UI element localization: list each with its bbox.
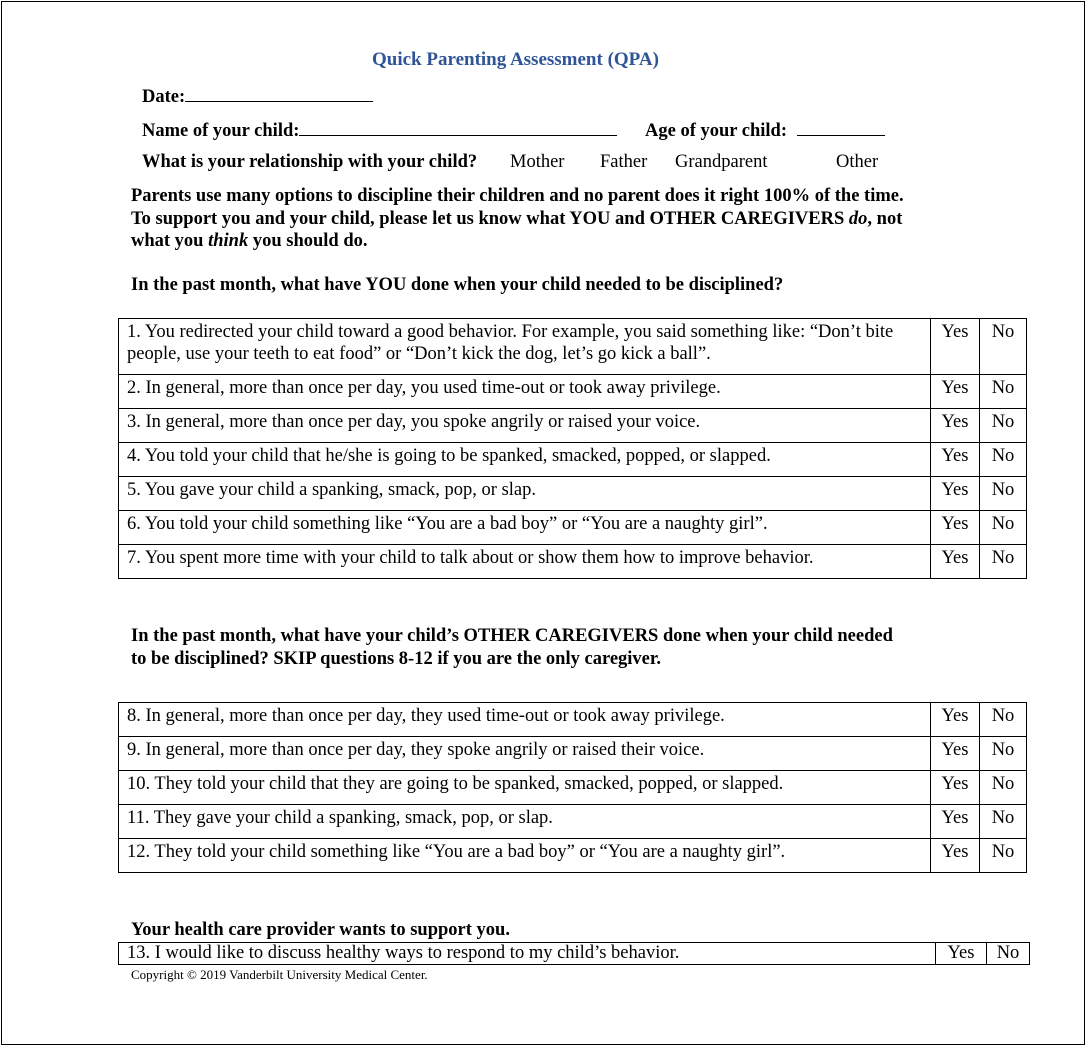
yes-option[interactable]: Yes [931, 375, 980, 409]
no-option[interactable]: No [980, 443, 1027, 477]
question-row [119, 545, 1027, 579]
no-option[interactable]: No [980, 319, 1027, 375]
date-input[interactable] [185, 85, 373, 102]
date-label: Date: [142, 87, 186, 107]
section2-heading-line-1: In the past month, what have your child’s OTHER CAREGIVERS done when your child needed [131, 626, 893, 646]
yes-option[interactable]: Yes [931, 409, 980, 443]
yes-option[interactable]: Yes [931, 839, 980, 873]
child-age-input[interactable] [797, 119, 885, 136]
question-text: 9. In general, more than once per day, they spoke angrily or raised their voice. [119, 737, 931, 771]
relationship-option-other[interactable]: Other [836, 152, 879, 172]
question-row [119, 771, 1027, 805]
yes-option[interactable]: Yes [931, 319, 980, 375]
question-text: 12. They told your child something like “You are a bad boy” or “You are a naughty girl”. [119, 839, 931, 873]
question-text: 7. You spent more time with your child to talk about or show them how to improve behavior. [119, 545, 931, 579]
yes-option[interactable]: Yes [936, 943, 987, 965]
question-row [119, 943, 1030, 965]
question-row [119, 443, 1027, 477]
no-option[interactable]: No [987, 943, 1030, 965]
question-text: 6. You told your child something like “You are a bad boy” or “You are a naughty girl”. [119, 511, 931, 545]
yes-option[interactable]: Yes [931, 771, 980, 805]
no-option[interactable]: No [980, 511, 1027, 545]
section2-table [118, 702, 1027, 873]
question-row [119, 409, 1027, 443]
question-row [119, 511, 1027, 545]
no-option[interactable]: No [980, 805, 1027, 839]
section3-rows [119, 943, 1030, 965]
question-row [119, 839, 1027, 873]
question-row [119, 737, 1027, 771]
no-option[interactable]: No [980, 703, 1027, 737]
yes-option[interactable]: Yes [931, 737, 980, 771]
section2-heading-line-2: to be disciplined? SKIP questions 8-12 if you are the only caregiver. [131, 648, 662, 669]
question-text: 8. In general, more than once per day, they used time-out or took away privilege. [119, 703, 931, 737]
relationship-option-grandparent[interactable]: Grandparent [675, 152, 768, 172]
yes-option[interactable]: Yes [931, 703, 980, 737]
question-row [119, 375, 1027, 409]
section3-table [118, 942, 1030, 965]
relationship-option-father[interactable]: Father [600, 152, 648, 172]
section2-rows [119, 703, 1027, 873]
relationship-option-mother[interactable]: Mother [510, 152, 565, 172]
date-field [142, 85, 373, 108]
intro-line-2: To support you and your child, please let us know what YOU and OTHER CAREGIVERS do, not [131, 208, 903, 229]
child-age-field [645, 119, 885, 142]
yes-option[interactable]: Yes [931, 805, 980, 839]
no-option[interactable]: No [980, 409, 1027, 443]
no-option[interactable]: No [980, 545, 1027, 579]
intro-paragraph [131, 185, 1031, 253]
question-text: 3. In general, more than once per day, you spoke angrily or raised your voice. [119, 409, 931, 443]
question-text: 13. I would like to discuss healthy ways to respond to my child’s behavior. [119, 943, 936, 965]
question-text: 2. In general, more than once per day, you used time-out or took away privilege. [119, 375, 931, 409]
child-age-label: Age of your child: [645, 121, 788, 141]
section1-table [118, 318, 1027, 579]
no-option[interactable]: No [980, 477, 1027, 511]
yes-option[interactable]: Yes [931, 511, 980, 545]
no-option[interactable]: No [980, 375, 1027, 409]
intro-line-1: Parents use many options to discipline their children and no parent does it right 100% of the time. [131, 186, 904, 206]
question-row [119, 805, 1027, 839]
section1-heading: In the past month, what have YOU done when your child needed to be disciplined? [131, 275, 784, 295]
relationship-question: What is your relationship with your child? [142, 152, 478, 172]
child-name-input[interactable] [299, 119, 617, 136]
no-option[interactable]: No [980, 839, 1027, 873]
yes-option[interactable]: Yes [931, 477, 980, 511]
intro-line-3: what you think you should do. [131, 231, 368, 251]
no-option[interactable]: No [980, 771, 1027, 805]
assessment-page [1, 1, 1085, 1045]
child-name-field [142, 119, 617, 142]
section3-heading: Your health care provider wants to support you. [131, 920, 510, 940]
question-text: 11. They gave your child a spanking, smack, pop, or slap. [119, 805, 931, 839]
question-row [119, 703, 1027, 737]
question-row [119, 319, 1027, 375]
section2-heading [131, 625, 1031, 670]
question-text: 4. You told your child that he/she is going to be spanked, smacked, popped, or slapped. [119, 443, 931, 477]
yes-option[interactable]: Yes [931, 545, 980, 579]
no-option[interactable]: No [980, 737, 1027, 771]
child-name-label: Name of your child: [142, 121, 300, 141]
section1-rows [119, 319, 1027, 579]
question-text: 10. They told your child that they are going to be spanked, smacked, popped, or slapped. [119, 771, 931, 805]
yes-option[interactable]: Yes [931, 443, 980, 477]
question-row [119, 477, 1027, 511]
page-title: Quick Parenting Assessment (QPA) [372, 49, 659, 70]
question-text: 1. You redirected your child toward a good behavior. For example, you said something like: “Don’t bite people, use your teeth to eat food” or “Don’t kick the dog, let’s go kick a ball”. [119, 319, 931, 375]
copyright-notice: Copyright © 2019 Vanderbilt University Medical Center. [131, 967, 428, 982]
question-text: 5. You gave your child a spanking, smack, pop, or slap. [119, 477, 931, 511]
